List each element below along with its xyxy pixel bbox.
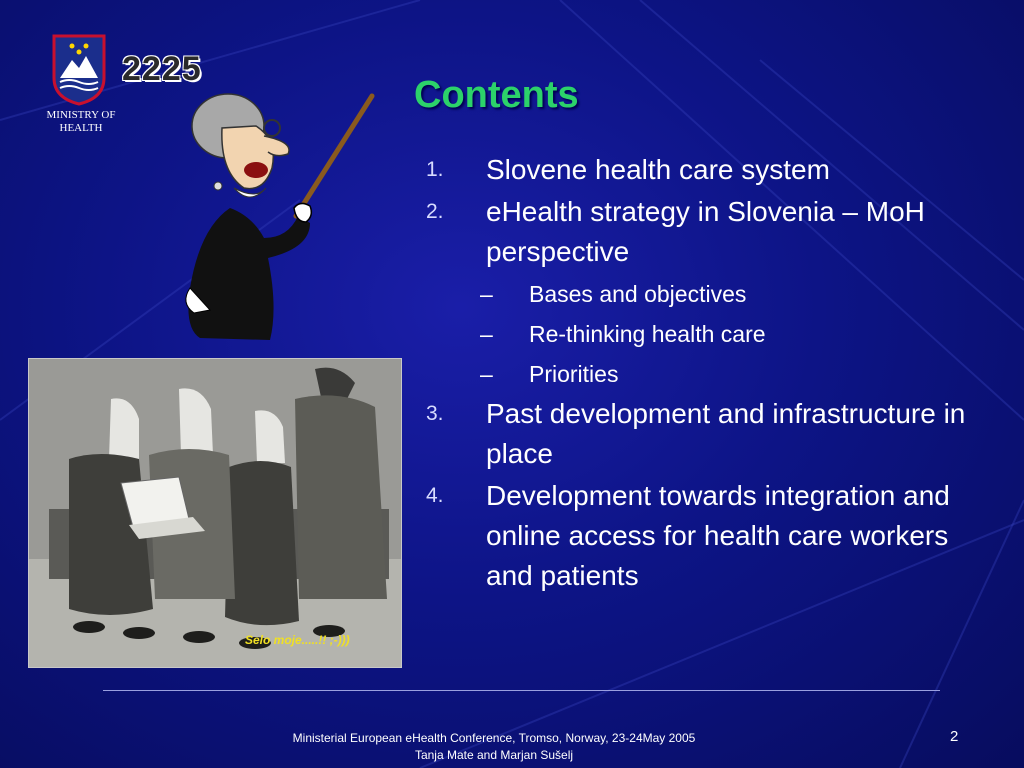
sub-marker: –	[480, 321, 493, 347]
list-item	[420, 192, 980, 272]
sub-item-text: Bases and objectives	[529, 281, 747, 307]
sub-item	[420, 274, 980, 314]
logo-2225	[122, 50, 202, 89]
list-item	[420, 394, 980, 474]
photo-scene	[29, 359, 401, 667]
list-item	[420, 150, 980, 190]
footer	[200, 730, 788, 764]
teacher-pointer-illustration	[160, 88, 390, 343]
item-number: 2.	[426, 200, 444, 223]
item-text: eHealth strategy in Slovenia – MoH perspective	[486, 196, 925, 267]
slide-title: Contents	[414, 74, 579, 116]
photo-caption: Selo moje.....!! ;-)))	[245, 633, 350, 647]
sub-item	[420, 354, 980, 394]
contents-list	[420, 150, 980, 598]
item-number: 1.	[426, 158, 444, 181]
page-number: 2	[950, 728, 959, 745]
sub-item	[420, 314, 980, 354]
elderly-women-laptop-photo	[28, 358, 402, 668]
sub-item-text: Priorities	[529, 361, 619, 387]
sub-marker: –	[480, 281, 493, 307]
list-item	[420, 476, 980, 596]
logo-text: 2225	[122, 50, 202, 88]
item-number: 4.	[426, 484, 444, 507]
item-text: Development towards integration and online access for health care workers and patients	[486, 480, 950, 591]
sub-item-text: Re-thinking health care	[529, 321, 766, 347]
slovenia-crest-icon	[52, 34, 106, 106]
ministry-label: MINISTRY OF HEALTH	[46, 109, 116, 134]
item-text: Past development and infrastructure in place	[486, 398, 966, 469]
footer-divider	[103, 690, 940, 691]
item-number: 3.	[426, 402, 444, 425]
footer-line-1: Ministerial European eHealth Conference, Tromso, Norway, 23-24May 2005	[292, 731, 696, 745]
sub-marker: –	[480, 361, 493, 387]
item-text: Slovene health care system	[486, 154, 830, 185]
footer-line-2: Tanja Mate and Marjan Sušelj	[414, 748, 574, 762]
